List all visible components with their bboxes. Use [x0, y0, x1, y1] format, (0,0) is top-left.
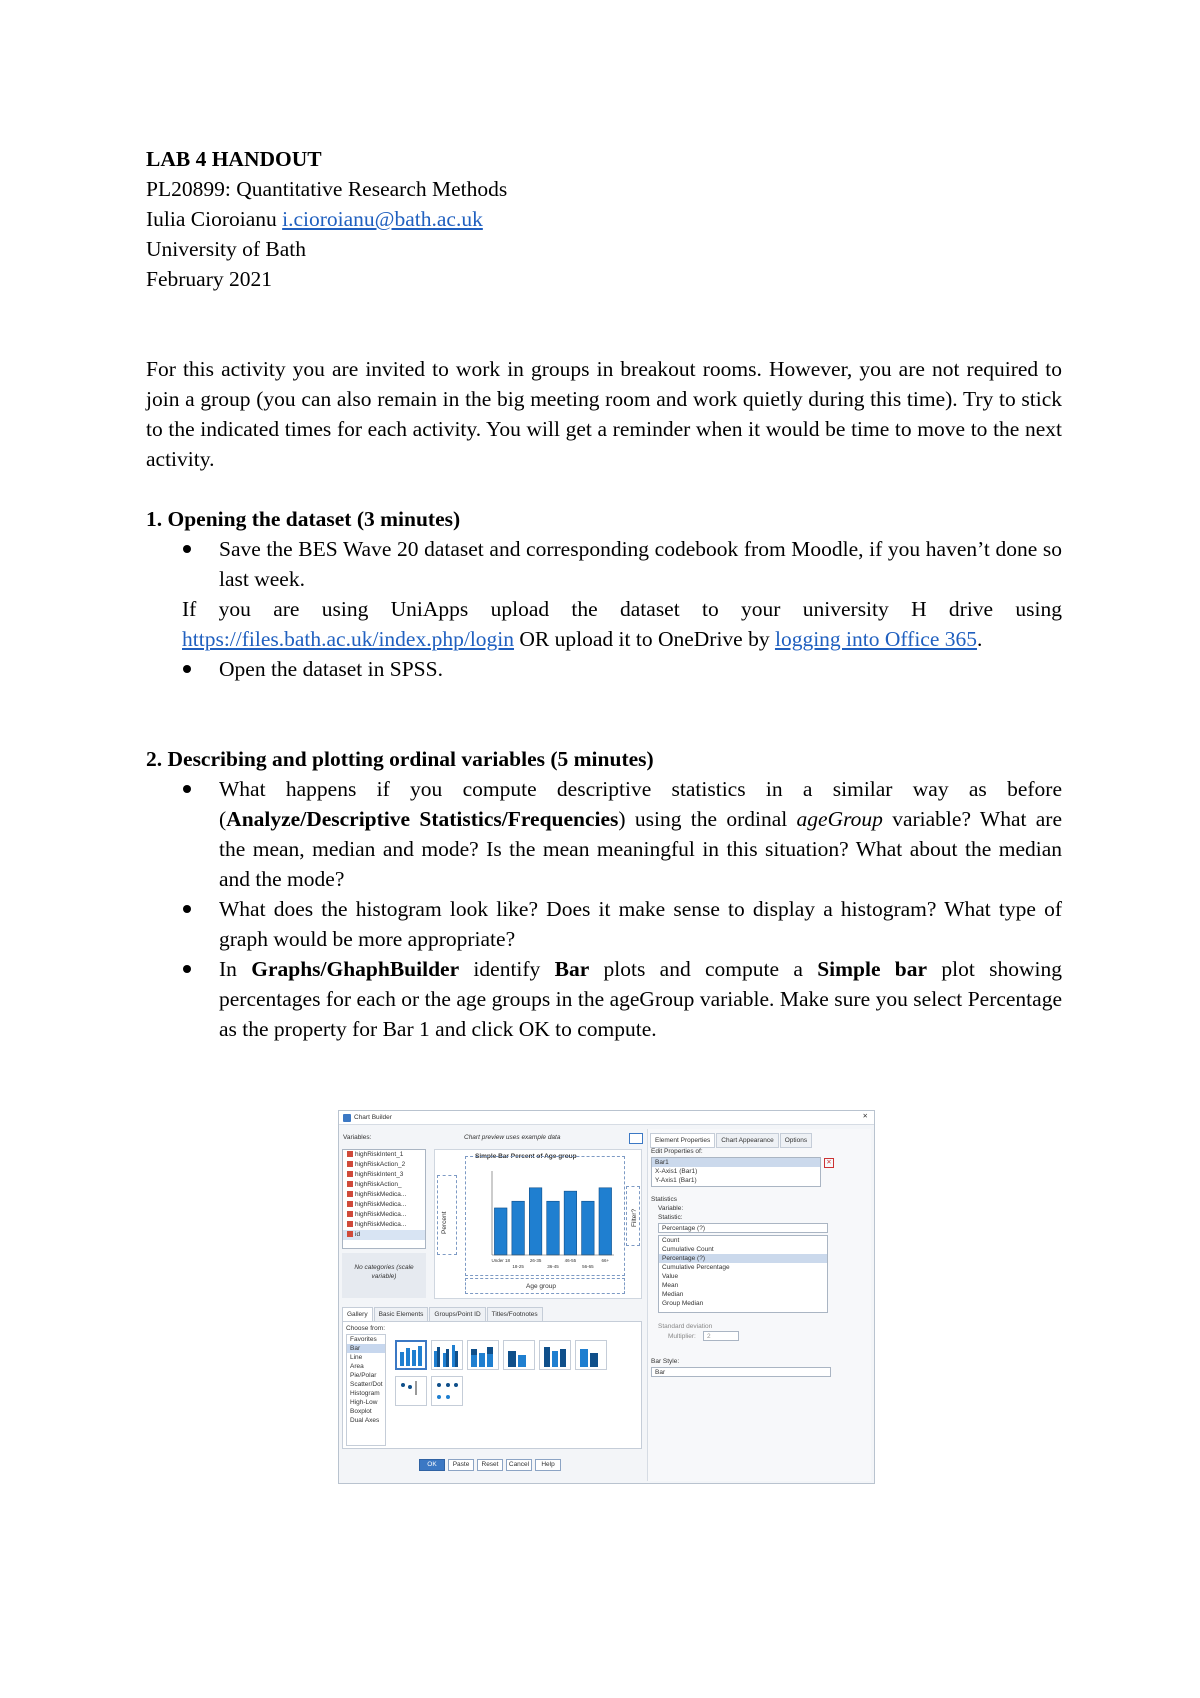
menu-path-graph-builder: Graphs/GhaphBuilder: [251, 957, 460, 981]
variable-item[interactable]: [343, 1190, 425, 1200]
chart-type-item[interactable]: Area: [350, 1363, 364, 1370]
multiplier-label: Multiplier:: [668, 1333, 696, 1340]
x-tick-label: 46-55: [564, 1258, 577, 1263]
scale-variable-icon: [347, 1151, 353, 1157]
variable-item[interactable]: [343, 1150, 425, 1160]
chart-type-item[interactable]: Dual Axes: [350, 1417, 380, 1424]
x-tick-label: 66+: [601, 1258, 610, 1263]
variable-item[interactable]: [343, 1230, 425, 1240]
variable-name: highRiskMedica...: [355, 1221, 407, 1228]
x-tick-label: 26-35: [529, 1258, 542, 1263]
tab-titles-footnotes[interactable]: Titles/Footnotes: [487, 1307, 543, 1322]
simple-bar-term: Simple bar: [817, 957, 928, 981]
statistic-option[interactable]: Value: [662, 1273, 679, 1280]
chart-type-item[interactable]: Scatter/Dot: [350, 1381, 383, 1388]
paste-button[interactable]: Paste: [448, 1459, 474, 1471]
tab-options[interactable]: Options: [780, 1133, 812, 1148]
x-axis-dropzone[interactable]: [465, 1278, 625, 1294]
section-1-title: 1. Opening the dataset (3 minutes): [146, 507, 461, 531]
simple-bar-thumbnail[interactable]: [395, 1340, 427, 1370]
help-button[interactable]: Help: [535, 1459, 561, 1471]
statistic-field-label: Statistic:: [658, 1214, 683, 1221]
statistic-option[interactable]: Cumulative Percentage: [662, 1264, 730, 1271]
variable-name: highRiskMedica...: [355, 1191, 407, 1198]
chart-type-item[interactable]: Histogram: [350, 1390, 380, 1397]
author-email-link[interactable]: i.cioroianu@bath.ac.uk: [282, 207, 483, 231]
scale-variable-icon: [347, 1221, 353, 1227]
statistic-option[interactable]: Count: [662, 1237, 680, 1244]
scale-variable-icon: [347, 1181, 353, 1187]
ok-button[interactable]: OK: [419, 1459, 445, 1471]
tab-groups-point-id[interactable]: Groups/Point ID: [429, 1307, 485, 1322]
tab-gallery[interactable]: Gallery: [342, 1307, 373, 1322]
variable-name: highRiskAction_: [355, 1181, 402, 1188]
stacked-bar-thumbnail[interactable]: [467, 1340, 499, 1370]
b3-text-post: plot showing percentages for each or the age groups in the ageGroup variable. Make sure you select Percentage as the property for Bar 1 and click OK to compute.: [219, 957, 1062, 1041]
scale-variable-icon: [347, 1161, 353, 1167]
author-line: [146, 204, 1062, 234]
property-item[interactable]: X-Axis1 (Bar1): [655, 1168, 698, 1175]
list-item: Save the BES Wave 20 dataset and corresponding codebook from Moodle, if you haven’t done so last week.: [219, 534, 1062, 594]
variable-list[interactable]: [342, 1149, 426, 1249]
bar-26-35: [529, 1188, 542, 1255]
variable-name: ageGroup: [796, 807, 883, 831]
variable-item[interactable]: [343, 1200, 425, 1210]
3d-clustered-thumbnail[interactable]: [539, 1340, 571, 1370]
tab-basic-elements[interactable]: Basic Elements: [374, 1307, 429, 1322]
intro-paragraph: For this activity you are invited to work in groups in breakout rooms. However, you are not required to join a group (you can also remain in the big meeting room and work quietly during this time). Try to stick to the indicated times for each activity. You will get a reminder when it would be time to move to the next activity.: [146, 357, 1062, 471]
bar-chart: [466, 1157, 626, 1277]
chart-type-item[interactable]: Line: [350, 1354, 363, 1361]
bar-36-45: [547, 1201, 560, 1255]
clustered-error-thumbnail[interactable]: [431, 1376, 463, 1406]
property-item[interactable]: Bar1: [652, 1158, 820, 1167]
properties-tabs: [650, 1133, 813, 1148]
author-name: Iulia Cioroianu: [146, 207, 277, 231]
statistic-option[interactable]: Percentage (?): [659, 1254, 827, 1263]
statistic-option[interactable]: Cumulative Count: [662, 1246, 714, 1253]
statistic-selected-value: Percentage (?): [662, 1225, 705, 1232]
statistic-option[interactable]: Mean: [662, 1282, 679, 1289]
chart-canvas[interactable]: [434, 1149, 642, 1299]
list-item: Open the dataset in SPSS.: [219, 654, 1062, 684]
upload-text-end: .: [977, 627, 983, 651]
section-2-title: 2. Describing and plotting ordinal variables (5 minutes): [146, 747, 654, 771]
institution: University of Bath: [146, 237, 307, 261]
x-tick-label: Under 18: [491, 1258, 510, 1263]
statistics-label: Statistics: [651, 1196, 678, 1203]
filter-dropzone[interactable]: [626, 1186, 640, 1246]
list-item: What does the histogram look like? Does it make sense to display a histogram? What type of graph would be more appropriate?: [219, 894, 1062, 954]
statistic-select[interactable]: [658, 1223, 828, 1233]
variable-name: highRiskIntent_3: [355, 1171, 404, 1178]
scale-variable-icon: [347, 1211, 353, 1217]
properties-list[interactable]: [651, 1157, 821, 1187]
gallery-tabs: [342, 1307, 642, 1321]
dialog-title: Chart Builder: [354, 1114, 392, 1121]
bar-66+: [599, 1188, 612, 1255]
list-item: [219, 774, 1062, 894]
close-icon[interactable]: ✕: [862, 1113, 868, 1120]
bar-style-label: Bar Style:: [651, 1358, 680, 1365]
reset-button[interactable]: Reset: [477, 1459, 503, 1471]
scale-variable-icon: [347, 1171, 353, 1177]
b1-text-post: variable? What are the mean, median and mode? Is the mean meaningful in this situation? What about the median and the mode?: [219, 807, 1062, 891]
doc-title: LAB 4 HANDOUT: [146, 147, 322, 171]
std-dev-label: Standard deviation: [658, 1323, 713, 1330]
scale-variable-icon: [347, 1201, 353, 1207]
bar-46-55: [564, 1191, 577, 1255]
x-tick-label: 56-65: [582, 1264, 594, 1269]
bar-18-25: [512, 1201, 525, 1255]
app-icon: [343, 1114, 351, 1122]
preview-note: Chart preview uses example data: [464, 1134, 561, 1141]
delete-icon[interactable]: ✕: [824, 1158, 834, 1168]
3d-stacked-thumbnail[interactable]: [575, 1340, 607, 1370]
variable-name: highRiskIntent_1: [355, 1151, 404, 1158]
dialog-titlebar: [339, 1111, 874, 1125]
bar-style-select[interactable]: [651, 1367, 831, 1377]
tab-chart-appearance[interactable]: Chart Appearance: [716, 1133, 778, 1148]
chart-type-item[interactable]: Pie/Polar: [350, 1372, 377, 1379]
statistic-option[interactable]: Median: [662, 1291, 684, 1298]
no-categories-note: No categories (scale variable): [342, 1253, 426, 1298]
x-axis-label: Age group: [526, 1283, 556, 1290]
variable-item[interactable]: [343, 1160, 425, 1170]
list-item: [219, 954, 1062, 1044]
b3-text-mid1: identify: [459, 957, 555, 981]
bar-Under 18: [494, 1208, 507, 1255]
variable-name: highRiskAction_2: [355, 1161, 406, 1168]
variable-name: highRiskMedica...: [355, 1211, 407, 1218]
document-body: [146, 144, 1062, 1044]
dialog-buttons: [419, 1459, 564, 1471]
properties-panel: [647, 1129, 871, 1481]
bar-term: Bar: [554, 957, 590, 981]
tab-element-properties[interactable]: Element Properties: [650, 1133, 715, 1148]
b1-text-mid: ) using the ordinal: [618, 807, 797, 831]
cancel-button[interactable]: Cancel: [506, 1459, 532, 1471]
scale-variable-icon: [347, 1191, 353, 1197]
files-login-link[interactable]: https://files.bath.ac.uk/index.php/login: [182, 627, 515, 651]
chart-type-item[interactable]: Boxplot: [350, 1408, 372, 1415]
chart-type-item[interactable]: High-Low: [350, 1399, 378, 1406]
multiplier-input[interactable]: [703, 1331, 739, 1341]
variable-name: id: [355, 1231, 361, 1238]
multiplier-value: 2: [707, 1333, 711, 1340]
error-bar-thumbnail[interactable]: [395, 1376, 427, 1406]
y-axis-dropzone[interactable]: [437, 1175, 457, 1255]
chart-preview-area: [465, 1156, 625, 1276]
x-tick-label: 36-45: [547, 1264, 559, 1269]
office365-link[interactable]: logging into Office 365: [774, 627, 978, 651]
section-1-list: [146, 534, 1062, 594]
section-2-list: [146, 774, 1062, 1044]
variable-item[interactable]: [343, 1180, 425, 1190]
choose-from-label: Choose from:: [346, 1325, 386, 1332]
upload-text-mid: OR upload it to OneDrive by: [514, 627, 775, 651]
chart-type-item[interactable]: Bar: [347, 1344, 385, 1353]
b3-text-mid2: plots and compute a: [589, 957, 818, 981]
doc-date: February 2021: [146, 267, 272, 291]
chart-type-list[interactable]: [346, 1334, 386, 1446]
scale-variable-icon: [347, 1231, 353, 1237]
statistic-option[interactable]: Group Median: [662, 1300, 704, 1307]
b1-text: What happens if you compute descriptive statistics in a similar way as before (: [219, 777, 1062, 831]
bar-56-65: [582, 1201, 595, 1255]
chart-type-item[interactable]: Favorites: [350, 1336, 377, 1343]
gallery-toggle-icon[interactable]: [629, 1133, 643, 1144]
gallery-panel: [342, 1321, 642, 1449]
section-1-list-2: [146, 654, 1062, 684]
filter-label: Filter?: [631, 1208, 638, 1227]
variables-label: Variables:: [343, 1134, 372, 1141]
b3-text: In: [219, 957, 252, 981]
variable-item[interactable]: [343, 1210, 425, 1220]
3d-bar-thumbnail[interactable]: [503, 1340, 535, 1370]
variable-field-label: Variable:: [658, 1205, 684, 1212]
edit-properties-label: Edit Properties of:: [651, 1148, 703, 1155]
variable-item[interactable]: [343, 1170, 425, 1180]
upload-paragraph: [146, 594, 1062, 654]
chart-title: Simple Bar Percent of Age group: [475, 1153, 577, 1160]
chart-builder-screenshot: [338, 1110, 875, 1484]
menu-path-frequencies: Analyze/Descriptive Statistics/Frequencies: [226, 807, 619, 831]
upload-text: If you are using UniApps upload the dataset to your university H drive using: [182, 597, 1062, 621]
bar-style-value: Bar: [655, 1369, 666, 1376]
x-tick-label: 18-25: [512, 1264, 524, 1269]
statistic-dropdown-list[interactable]: [658, 1235, 828, 1313]
variable-item[interactable]: [343, 1220, 425, 1230]
property-item[interactable]: Y-Axis1 (Bar1): [655, 1177, 697, 1184]
course-name: PL20899: Quantitative Research Methods: [146, 177, 508, 201]
y-axis-label: Percent: [441, 1211, 448, 1234]
variable-name: highRiskMedica...: [355, 1201, 407, 1208]
clustered-bar-thumbnail[interactable]: [431, 1340, 463, 1370]
